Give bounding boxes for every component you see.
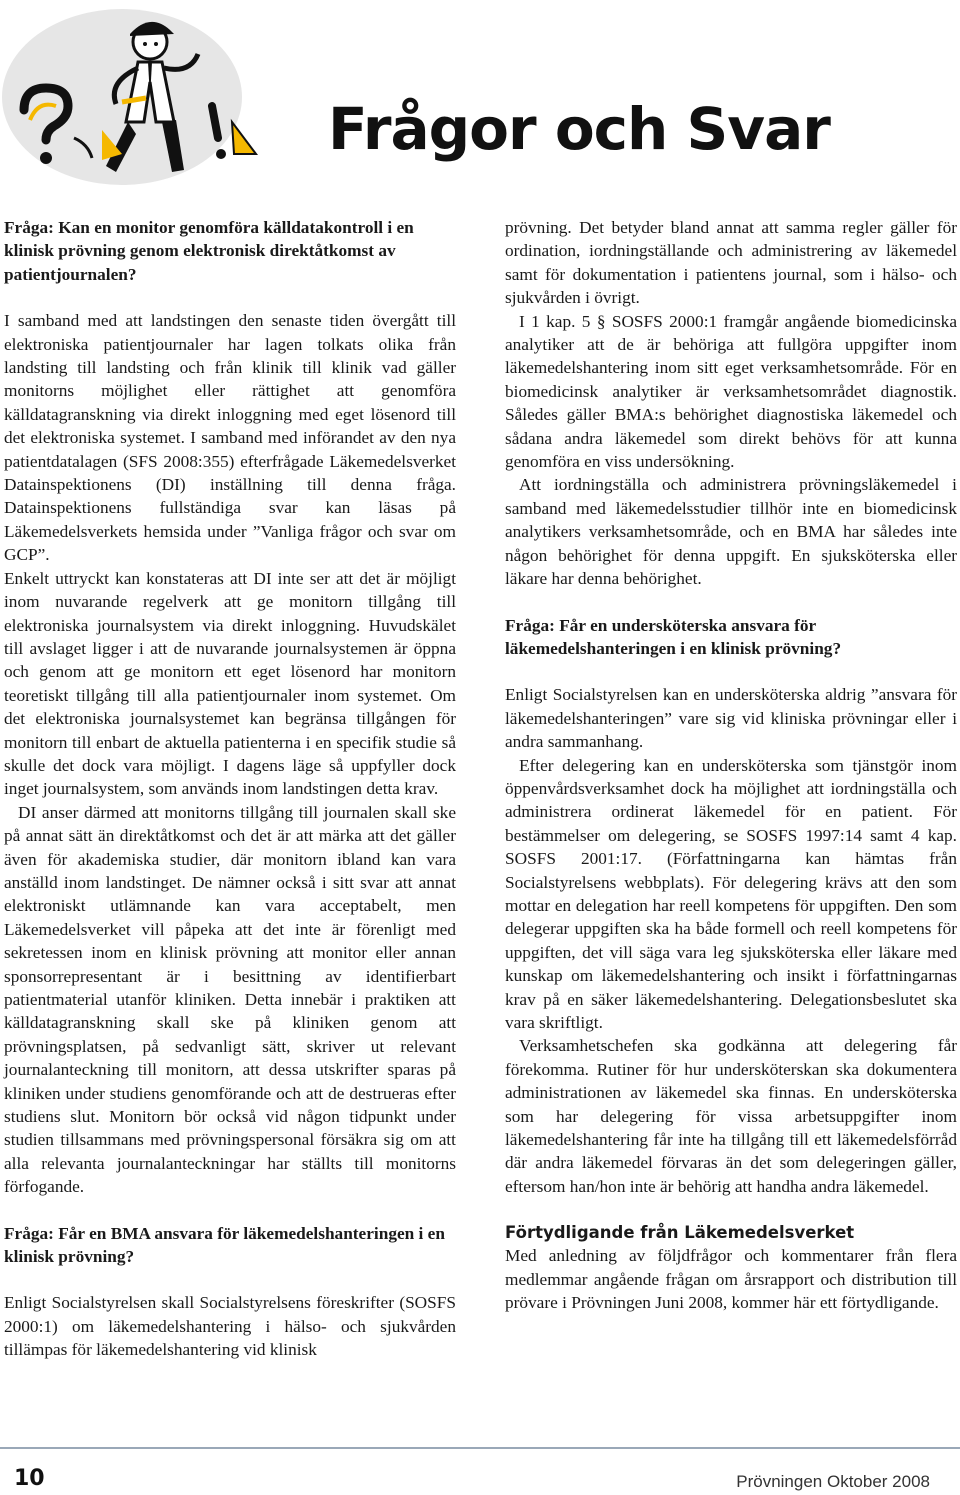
paragraph: Enkelt uttryckt kan konstateras att DI inte ser att det är möjligt inom nuvarande regelverk att ge monitorn tillgång till elektroniska journalsystem via direkt inloggning. Huvudskälet till avslaget ligger i att de nuvarande journalsystemen är öppna och genom att ge monitorn ett eget lösenord har monitorn teoretiskt tillgång till alla patientjournaler inom systemet. Om det elektroniska journalsystemet kan begränsa tillgången för monitorn till enbart de aktuella patienterna i en specifik studie så skulle det dock vara möjligt. I dagens läge så uppfyller dock inget journalsystem, som används inom landstingen detta krav. — [4, 568, 456, 799]
paragraph: Enligt Socialstyrelsen kan en undersköterska aldrig ”ansvara för läkemedelshanteringen” vare sig vid kliniska prövningar eller i andra sammanhang. — [505, 685, 957, 752]
paragraph: prövning. Det betyder bland annat att samma regler gäller för ordination, iordningställande och administrering av läkemedel samt för dokumentation i patientens journal, som i hälso- och sjukvården i övrigt. — [505, 218, 957, 308]
paragraph: Med anledning av följdfrågor och kommentarer från flera medlemmar angående frågan om årsrapport och distribution till prövare i Prövningen Juni 2008, kommer här ett förtydligande. — [505, 1246, 957, 1313]
paragraph: Efter delegering kan en undersköterska som tjänstgör inom öppenvårdsverksamhet dock ha möjlighet att iordningställa och administrera ordinerat läkemedel för en patient. För bestämmelser om delegering, se SOSFS 1997:14 samt 4 kap. SOSFS 2001:17. (Författningarna kan hämtas från Socialstyrelsens webbplats). För delegering krävs att den som mottar en delegation har reell kompetens för uppgiften. Den som delegerar uppgiften ska ha både formell och reell kompetens för uppgiften, det vill säga vara leg sjuksköterska eller läkare med kunskap om läkemedelshantering och insikt i författningarnas krav på en säker läkemedelshantering. Delegationsbeslutet ska vara skriftligt. — [505, 755, 957, 1032]
right-column — [505, 216, 957, 1314]
question-heading: Fråga: Får en undersköterska ansvara för läkemedelshanteringen i en klinisk prövning? — [505, 615, 842, 658]
page-title: Frågor och Svar — [328, 95, 830, 163]
footer-rule — [0, 1447, 960, 1449]
paragraph: I samband med att landstingen den senaste tiden övergått till elektroniska patientjournaler har lagen tolkats olika från landsting till landsting och från klinik till klinik vad gäller monitorns möjlighet eller rättighet att genomföra källdatagranskning via direkt inloggning med eget lösenord till det elektroniska systemet. I samband med införandet av den nya patientdatalagen (SFS 2008:355) efterfrågade Läkemedelsverket Datainspektionens (DI) inställning till denna fråga. Datainspektionens fullständiga svar kan läsas på Läkemedelsverkets hemsida under ”Vanliga frågor och svar om GCP”. — [4, 311, 456, 565]
paragraph: I 1 kap. 5 § SOSFS 2000:1 framgår angående biomedicinska analytiker att de är behöriga att fullgöra uppgifter inom läkemedelshantering inom sitt eget verksamhetsområde. För en biomedicinsk analytiker är verksamhetsområdet diagnostik. Således gäller BMA:s behörighet diagnostiska läkemedel och sådana andra läkemedel som direkt behövs för att kunna genomföra en viss undersökning. — [505, 311, 957, 472]
left-column — [4, 216, 456, 1362]
paragraph: Enligt Socialstyrelsen skall Socialstyrelsens föreskrifter (SOSFS 2000:1) om läkemedelshantering i hälso- och sjukvården tillämpas för läkemedelshantering vid klinisk — [4, 1293, 456, 1360]
paragraph: DI anser därmed att monitorns tillgång till journalen skall ske på annat sätt än direktåtkomst och det är att märka att det gäller även för akademiska studier, där monitorn ibland kan vara anställd inom landstinget. De nämner också i sitt svar att annat elektroniskt utlämnande kan vara acceptabelt, men Läkemedelsverket vill påpeka att det inte är förenligt med sekretessen inom en klinisk prövning att monitor eller annan sponsorrepresentant är i besittning av identifierbart patientmaterial utanför kliniken. Detta innebär i praktiken att källdatagranskning skall ske på kliniken genom att prövningsplatsen, på sedvanligt sätt, skriver ut relevant journalanteckning till monitorn, att dessa utskrifter sparas på kliniken under studiens genomförande och att de destrueras efter studiens slut. Monitorn bör också vid någon tidpunkt under studien tillsammans med prövningspersonal försäkra sig om att alla relevanta journalanteckningar har ställts till monitorns förfogande. — [4, 802, 456, 1197]
page-number: 10 — [14, 1466, 45, 1491]
section-heading: Förtydligande från Läkemedelsverket — [505, 1223, 855, 1243]
question-heading: Fråga: Får en BMA ansvara för läkemedelshanteringen i en klinisk prövning? — [4, 1223, 445, 1267]
question-heading: Fråga: Kan en monitor genomföra källdatakontroll i en klinisk prövning genom elektronisk direktåtkomst av patientjournalen? — [4, 218, 414, 284]
cartoon-man-question-exclamation-icon — [2, 2, 302, 187]
paragraph: Verksamhetschefen ska godkänna att delegering får förekomma. Rutiner för hur undersköterskan ska dokumentera administrationen av läkemedel ska finnas. En undersköterska som har delegering för vissa arbetsuppgifter inom läkemedelshantering får inte ha tillgång till ett läkemedelsförråd där andra läkemedel förvaras än det som delegeringen gäller, eftersom han/hon inte är behörig att handha andra läkemedel. — [505, 1036, 957, 1196]
paragraph: Att iordningställa och administrera prövningsläkemedel i samband med läkemedelsstudier tillhör inte en biomedicinsk analytikers verksamhetsområde, och en BMA har således inte någon behörighet för denna uppgift. En sjuksköterska eller läkare har denna behörighet. — [505, 475, 957, 589]
publication-name: Prövningen Oktober 2008 — [736, 1472, 930, 1491]
